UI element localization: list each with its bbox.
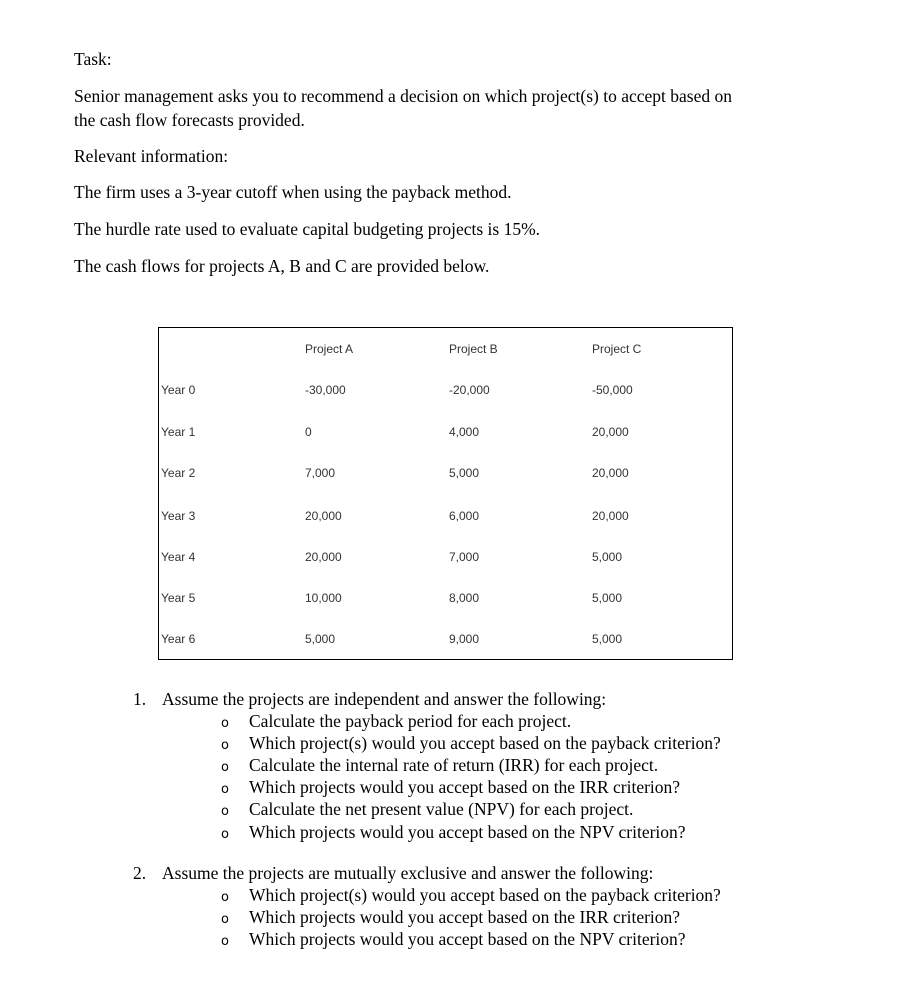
cell-c-year-3: 20,000 xyxy=(592,509,629,523)
payback-info: The firm uses a 3-year cutoff when using the payback method. xyxy=(74,182,512,202)
cell-a-year-3: 20,000 xyxy=(305,509,342,523)
intro-line-1: Senior management asks you to recommend a decision on which project(s) to accept based on xyxy=(74,86,732,106)
cell-b-year-2: 5,000 xyxy=(449,466,480,480)
bullet-icon: o xyxy=(221,738,229,753)
task-label: Task: xyxy=(74,49,112,69)
bullet-icon: o xyxy=(221,890,229,905)
bullet-icon: o xyxy=(221,760,229,775)
cell-c-year-2: 20,000 xyxy=(592,466,629,480)
list-item-text: Calculate the net present value (NPV) for each project. xyxy=(249,799,634,819)
row-label-year-2: Year 2 xyxy=(161,466,196,480)
cell-b-year-3: 6,000 xyxy=(449,509,480,523)
relevant-label: Relevant information: xyxy=(74,146,229,166)
header-project-b: Project B xyxy=(449,342,498,356)
header-project-a: Project A xyxy=(305,342,354,356)
list-item-text: Which projects would you accept based on the IRR criterion? xyxy=(249,777,681,797)
cell-b-year-1: 4,000 xyxy=(449,425,480,439)
intro-line-2: the cash flow forecasts provided. xyxy=(74,110,305,130)
row-label-year-4: Year 4 xyxy=(161,550,196,564)
question-number: 1. xyxy=(133,689,147,709)
list-item-text: Which projects would you accept based on the NPV criterion? xyxy=(249,822,686,842)
cell-a-year-0: -30,000 xyxy=(305,383,346,397)
question-number: 2. xyxy=(133,863,147,883)
bullet-icon: o xyxy=(221,912,229,927)
row-label-year-5: Year 5 xyxy=(161,591,196,605)
bullet-icon: o xyxy=(221,804,229,819)
cell-a-year-1: 0 xyxy=(305,425,312,439)
bullet-icon: o xyxy=(221,716,229,731)
list-item-text: Which project(s) would you accept based on the payback criterion? xyxy=(249,733,721,753)
question-text: Assume the projects are mutually exclusive and answer the following: xyxy=(162,863,654,883)
bullet-icon: o xyxy=(221,827,229,842)
cell-a-year-2: 7,000 xyxy=(305,466,336,480)
cashflow-intro: The cash flows for projects A, B and C are provided below. xyxy=(74,256,490,276)
bullet-icon: o xyxy=(221,934,229,949)
cell-b-year-0: -20,000 xyxy=(449,383,490,397)
cell-a-year-5: 10,000 xyxy=(305,591,342,605)
cell-b-year-5: 8,000 xyxy=(449,591,480,605)
list-item-text: Which projects would you accept based on the IRR criterion? xyxy=(249,907,681,927)
hurdle-info: The hurdle rate used to evaluate capital budgeting projects is 15%. xyxy=(74,219,541,239)
row-label-year-3: Year 3 xyxy=(161,509,196,523)
cell-c-year-4: 5,000 xyxy=(592,550,623,564)
list-item-text: Calculate the internal rate of return (IRR) for each project. xyxy=(249,755,659,775)
bullet-icon: o xyxy=(221,782,229,797)
question-text: Assume the projects are independent and answer the following: xyxy=(162,689,607,709)
cell-c-year-1: 20,000 xyxy=(592,425,629,439)
row-label-year-0: Year 0 xyxy=(161,383,196,397)
list-item-text: Which projects would you accept based on the NPV criterion? xyxy=(249,929,686,949)
cell-b-year-6: 9,000 xyxy=(449,632,480,646)
cell-a-year-6: 5,000 xyxy=(305,632,336,646)
row-label-year-6: Year 6 xyxy=(161,632,196,646)
list-item-text: Which project(s) would you accept based on the payback criterion? xyxy=(249,885,721,905)
cell-a-year-4: 20,000 xyxy=(305,550,342,564)
list-item-text: Calculate the payback period for each project. xyxy=(249,711,572,731)
row-label-year-1: Year 1 xyxy=(161,425,196,439)
cell-c-year-5: 5,000 xyxy=(592,591,623,605)
cash-flow-table xyxy=(158,327,733,660)
cell-c-year-6: 5,000 xyxy=(592,632,623,646)
header-project-c: Project C xyxy=(592,342,642,356)
cell-c-year-0: -50,000 xyxy=(592,383,633,397)
cell-b-year-4: 7,000 xyxy=(449,550,480,564)
